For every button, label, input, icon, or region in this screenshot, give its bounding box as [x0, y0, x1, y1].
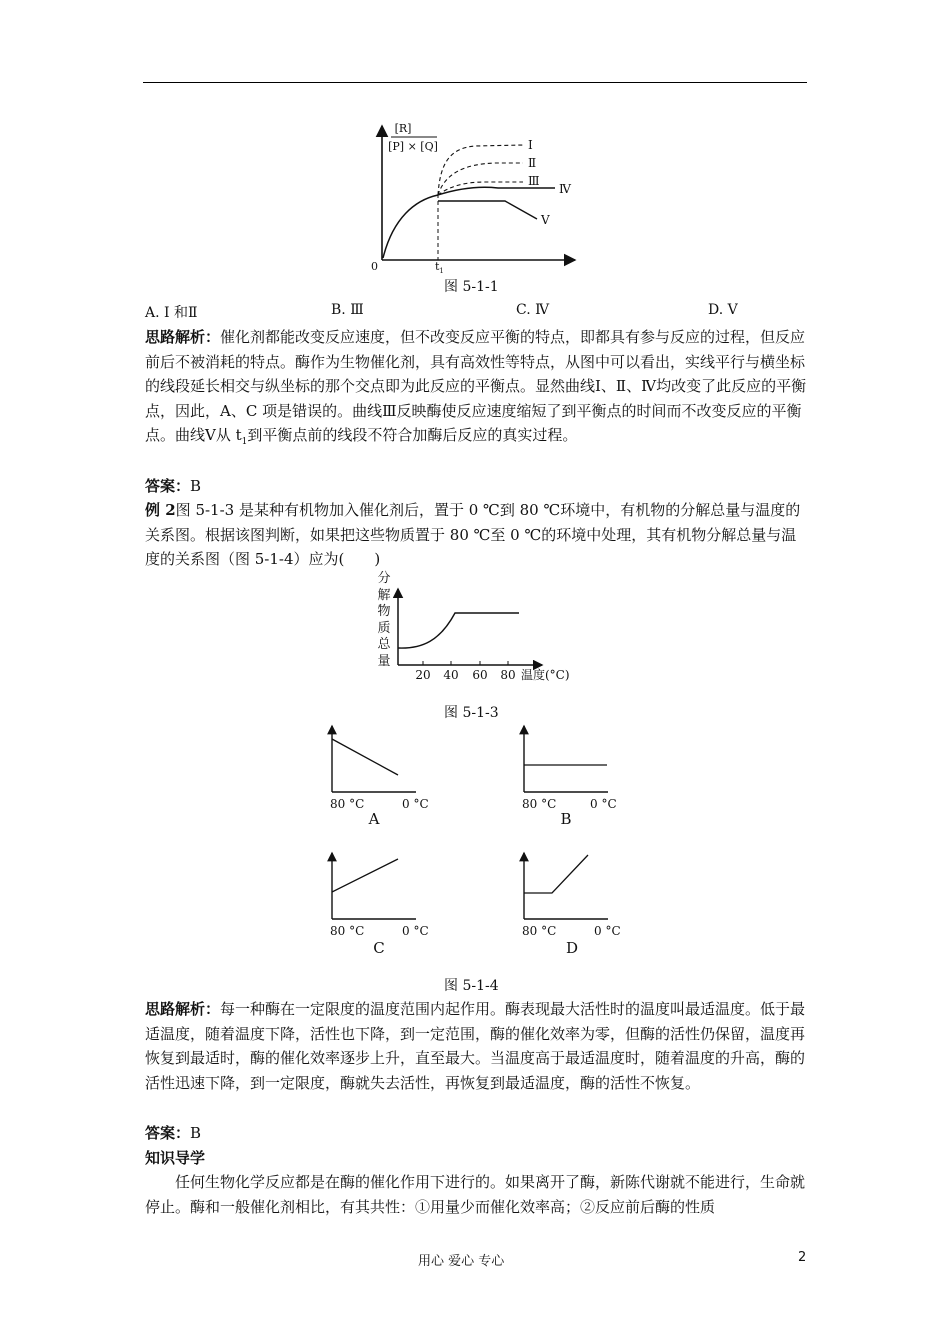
analysis-1-text-end: 到平衡点前的线段不符合加酶后反应的真实过程。 [247, 426, 578, 444]
curve-IV [438, 187, 555, 195]
y-label-top: [R] [394, 122, 412, 135]
x-tick-label: 20 [415, 668, 431, 682]
right-tick: 0 °C [594, 924, 621, 938]
ylabel-char: 量 [377, 653, 391, 669]
example-2-text: 图 5-1-3 是某种有机物加入催化剂后，置于 0 ℃到 80 ℃环境中，有机物的分解总量与温度的关系图。根据该图判断，如果把这些物质置于 80 ℃至 0 ℃的环境中处理，其有机物分解总量与温度的关系图（图 5-1-4）应为( ) [145, 501, 801, 568]
option-b: B. Ⅲ [331, 302, 364, 318]
origin-label: 0 [371, 260, 378, 273]
ylabel-char: 解 [377, 587, 391, 603]
analysis-2 [145, 997, 810, 1095]
right-tick: 0 °C [402, 924, 429, 938]
panel-d-label: D [565, 939, 579, 957]
panel-a-line [332, 739, 398, 775]
panel-d [522, 853, 621, 957]
decomposition-curve [398, 613, 519, 648]
panel-b-label: B [560, 810, 572, 828]
initial-curve [383, 195, 438, 258]
analysis-1 [145, 325, 810, 455]
figure-5-1-3-caption: 图 5-1-3 [444, 705, 499, 721]
panel-a [330, 726, 429, 828]
analysis-1-subscript: 1 [241, 437, 248, 447]
analysis-1-label: 思路解析： [145, 328, 221, 346]
panel-c-line [332, 859, 398, 892]
figure-5-1-4-caption: 图 5-1-4 [444, 978, 499, 994]
label-curve-II: Ⅱ [528, 156, 537, 170]
analysis-2-label: 思路解析： [145, 1000, 221, 1018]
figure-5-1-3-ylabel [376, 571, 392, 670]
answer-1 [145, 474, 810, 499]
y-label-bottom: [P] × [Q] [388, 140, 438, 153]
left-tick: 80 °C [522, 924, 557, 938]
x-tick-label: 80 [500, 668, 516, 682]
analysis-2-text: 每一种酶在一定限度的温度范围内起作用。酶表现最大活性时的温度叫最适温度。低于最适温度，随着温度下降，活性也下降，到一定范围，酶的催化效率为零，但酶的活性仍保留，温度再恢复到最适时，酶的催化效率逐步上升，直至最大。当温度高于最适温度时，随着温度的升高，酶的活性迅速下降，到一定限度，酶就失去活性，再恢复到最适温度，酶的活性不恢复。 [145, 1000, 806, 1092]
ylabel-char: 总 [377, 637, 391, 652]
ylabel-char: 质 [377, 620, 391, 636]
right-tick: 0 °C [402, 797, 429, 811]
answer-1-value: B [190, 477, 202, 495]
label-curve-V: Ⅴ [541, 213, 550, 227]
section-text: 任何生物化学反应都是在酶的催化作用下进行的。如果离开了酶，新陈代谢就不能进行，生命就停止。酶和一般催化剂相比，有其共性：①用量少而催化效率高；②反应前后酶的性质 [145, 1173, 806, 1216]
example-2 [145, 498, 810, 572]
option-d: D. Ⅴ [708, 302, 738, 318]
curve-V [438, 201, 537, 219]
section-title: 知识导学 [145, 1149, 206, 1167]
left-tick: 80 °C [330, 924, 365, 938]
header-rule [143, 82, 807, 83]
panel-c-label: C [373, 939, 385, 957]
curve-II [438, 163, 523, 195]
answer-2-label: 答案： [145, 1124, 191, 1142]
answer-2 [145, 1121, 810, 1146]
x-tick-label: 40 [443, 668, 459, 682]
analysis-1-text: 催化剂都能改变反应速度，但不改变反应平衡的特点，即都具有参与反应的过程，但反应前后不被消耗的特点。酶作为生物催化剂，具有高效性等特点，从图中可以看出，实线平行与横坐标的线段延长相交与纵坐标的那个交点即为此反应的平衡点。显然曲线Ⅰ、Ⅱ、Ⅳ均改变了此反应的平衡点，因此，A、C 项是错误的。曲线Ⅲ反映酶使反应速度缩短了到平衡点的时间而不改变反应的平衡点。曲线Ⅴ从 t [145, 328, 807, 444]
left-tick: 80 °C [522, 797, 557, 811]
ylabel-char: 物 [377, 604, 391, 619]
label-curve-III: Ⅲ [528, 174, 540, 188]
x-axis-label: 温度(°C) [521, 668, 570, 682]
example-2-label: 例 2 [145, 501, 176, 519]
page-number: 2 [798, 1250, 807, 1265]
t1-label: $t_1$ [435, 260, 444, 273]
panel-d-line [524, 855, 588, 893]
figure-5-1-1 [365, 118, 595, 273]
option-c: C. Ⅳ [516, 302, 550, 318]
panel-a-label: A [368, 810, 380, 828]
left-tick: 80 °C [330, 797, 365, 811]
label-curve-I: Ⅰ [528, 138, 533, 152]
figure-5-1-1-caption: 图 5-1-1 [444, 279, 499, 295]
x-tick-label: 60 [472, 668, 488, 682]
answer-2-value: B [190, 1124, 202, 1142]
figure-5-1-3 [392, 585, 592, 685]
ylabel-char: 分 [377, 571, 391, 586]
panel-b [522, 726, 617, 828]
panel-c [330, 853, 429, 957]
footer-center: 用心 爱心 专心 [418, 1254, 505, 1269]
answer-1-label: 答案： [145, 477, 191, 495]
figure-5-1-4 [318, 720, 638, 980]
label-curve-IV: Ⅳ [559, 182, 571, 196]
right-tick: 0 °C [590, 797, 617, 811]
option-a: A. Ⅰ 和Ⅱ [145, 305, 198, 321]
